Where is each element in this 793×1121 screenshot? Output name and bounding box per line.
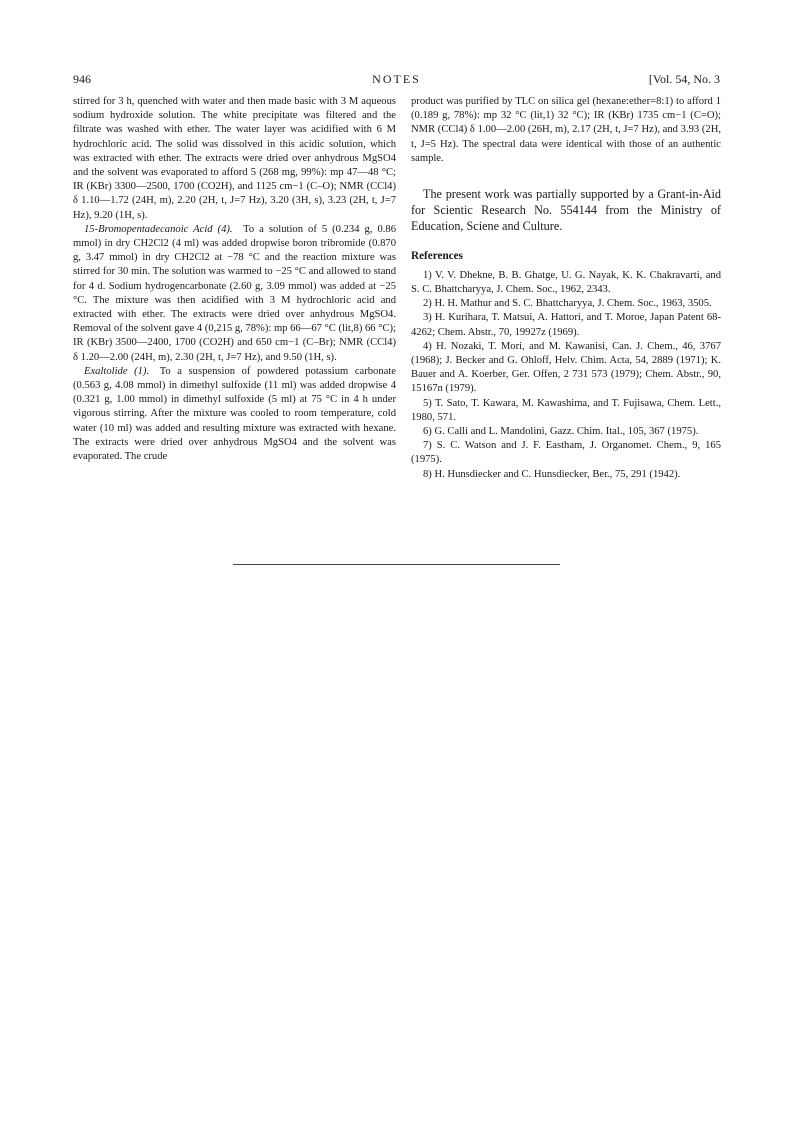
experimental-paragraph-3 <box>73 365 396 464</box>
right-column <box>411 95 721 482</box>
exaltolide-heading: Exaltolide (1). <box>84 365 150 377</box>
reference-item: 6) G. Calli and L. Mandolini, Gazz. Chim. Ital., 105, 367 (1975). <box>423 426 699 438</box>
volume-info: [Vol. 54, No. 3 <box>648 72 720 86</box>
experimental-paragraph-4: product was purified by TLC on silica gel (hexane:ether=8:1) to afford 1 (0.189 g, 78%): mp 32 °C (lit,1) 32 °C); IR (KBr) 1735 cm−1 (C=O); NMR (CCl4) δ 1.00—2.00 (26H, m), 2.17 (2H, t, J=7 Hz), and 3.93 (2H, t, J=5 Hz). The spectral data were identical with those of an authentic sample. <box>411 96 721 164</box>
compound-4-procedure: To a solution of 5 (0.234 g, 0.86 mmol) in dry CH2Cl2 (4 ml) was added dropwise boron tribromide (0.870 g, 3.47 mmol) in dry CH2Cl2 at −78 °C and the reaction mixture was stirred for 30 min. The solution was warmed to −25 °C and allowed to stand for 4 d. Sodium hydrogencarbonate (2.60 g, 3.09 mmol) was added at −25 °C. The mixture was then acidified with 3 M hydrochloric acid and extracted with ether. The extracts were dried over anhydrous MgSO4. Removal of the solvent gave 4 (0,215 g, 78%): mp 66—67 °C (lit,8) 66 °C); IR (KBr) 3500—2400, 1700 (CO2H) and 650 cm−1 (C–Br); NMR (CCl4) δ 1.20—2.00 (24H, m), 2.30 (2H, t, J=7 Hz), and 9.50 (1H, s). <box>73 223 397 363</box>
experimental-paragraph-1: stirred for 3 h, quenched with water and then made basic with 3 M aqueous sodium hydroxide solution. The white precipitate was filtered and the filtrate was washed with ether. The water layer was acidified with 6 M hydrochloric acid. The solid was dissolved in this acidic solution, which was extracted with ether. The extracts were dried over anhydrous MgSO4 and the solvent was evaporated to afford 5 (268 mg, 99%): mp 47—48 °C; IR (KBr) 3300—2500, 1700 (CO2H), and 1125 cm−1 (C–O); NMR (CCl4) δ 1.10—1.72 (24H, m), 2.20 (2H, t, J=7 Hz), 3.20 (3H, s), 3.23 (2H, t, J=7 Hz), 9.20 (1H, s). <box>73 96 396 221</box>
acknowledgement: The present work was partially supported by a Grant-in-Aid for Scientic Research No. 554144 from the Ministry of Education, Sciene and Culture. <box>411 187 721 234</box>
exaltolide-procedure: To a suspension of powdered potassium carbonate (0.563 g, 4.08 mmol) in dimethyl sulfoxide (11 ml) was added dropwise 4 (0.321 g, 1.00 mmol) in dimethyl sulfoxide (5 ml) at 75 °C in 4 h under vigorous stirring. After the mixture was cooled to room temperature, cold water (10 ml) was added and resulting mixture was extracted with hexane. The extracts were dried over anhydrous MgSO4 and the solvent was evaporated. The crude <box>73 365 396 463</box>
left-column <box>73 95 396 464</box>
compound-4-heading: 15-Bromopentadecanoic Acid (4). <box>84 223 233 235</box>
reference-item: 3) H. Kurihara, T. Matsui, A. Hattori, and T. Moroe, Japan Patent 68-4262; Chem. Abstr., 70, 19927z (1969). <box>411 312 721 338</box>
reference-item: 8) H. Hunsdiecker and C. Hunsdiecker, Ber., 75, 291 (1942). <box>423 468 681 480</box>
reference-item: 2) H. H. Mathur and S. C. Bhattcharyya, J. Chem. Soc., 1963, 3505. <box>423 298 712 310</box>
references-heading: References <box>411 249 463 262</box>
end-rule <box>233 564 560 565</box>
reference-item: 7) S. C. Watson and J. F. Eastham, J. Organomet. Chem., 9, 165 (1975). <box>411 440 721 466</box>
page-number: 946 <box>73 72 91 86</box>
reference-item: 1) V. V. Dhekne, B. B. Ghatge, U. G. Nayak, K. K. Chakravarti, and S. C. Bhattcharyya, J. Chem. Soc., 1962, 2343. <box>411 269 721 296</box>
experimental-paragraph-2 <box>73 223 396 365</box>
reference-list <box>411 269 721 482</box>
running-head: NOTES <box>372 72 421 86</box>
reference-item: 4) H. Nozaki, T. Mori, and M. Kawanisi, Can. J. Chem., 46, 3767 (1968); J. Becker and G. Ohloff, Helv. Chim. Acta, 54, 2889 (1971); K. Bauer and A. Koerber, Ger. Offen, 2 731 573 (1979); Chem. Abstr., 90, 15167n (1979). <box>411 340 721 395</box>
reference-item: 5) T. Sato, T. Kawara, M. Kawashima, and T. Fujisawa, Chem. Lett., 1980, 571. <box>411 397 721 423</box>
